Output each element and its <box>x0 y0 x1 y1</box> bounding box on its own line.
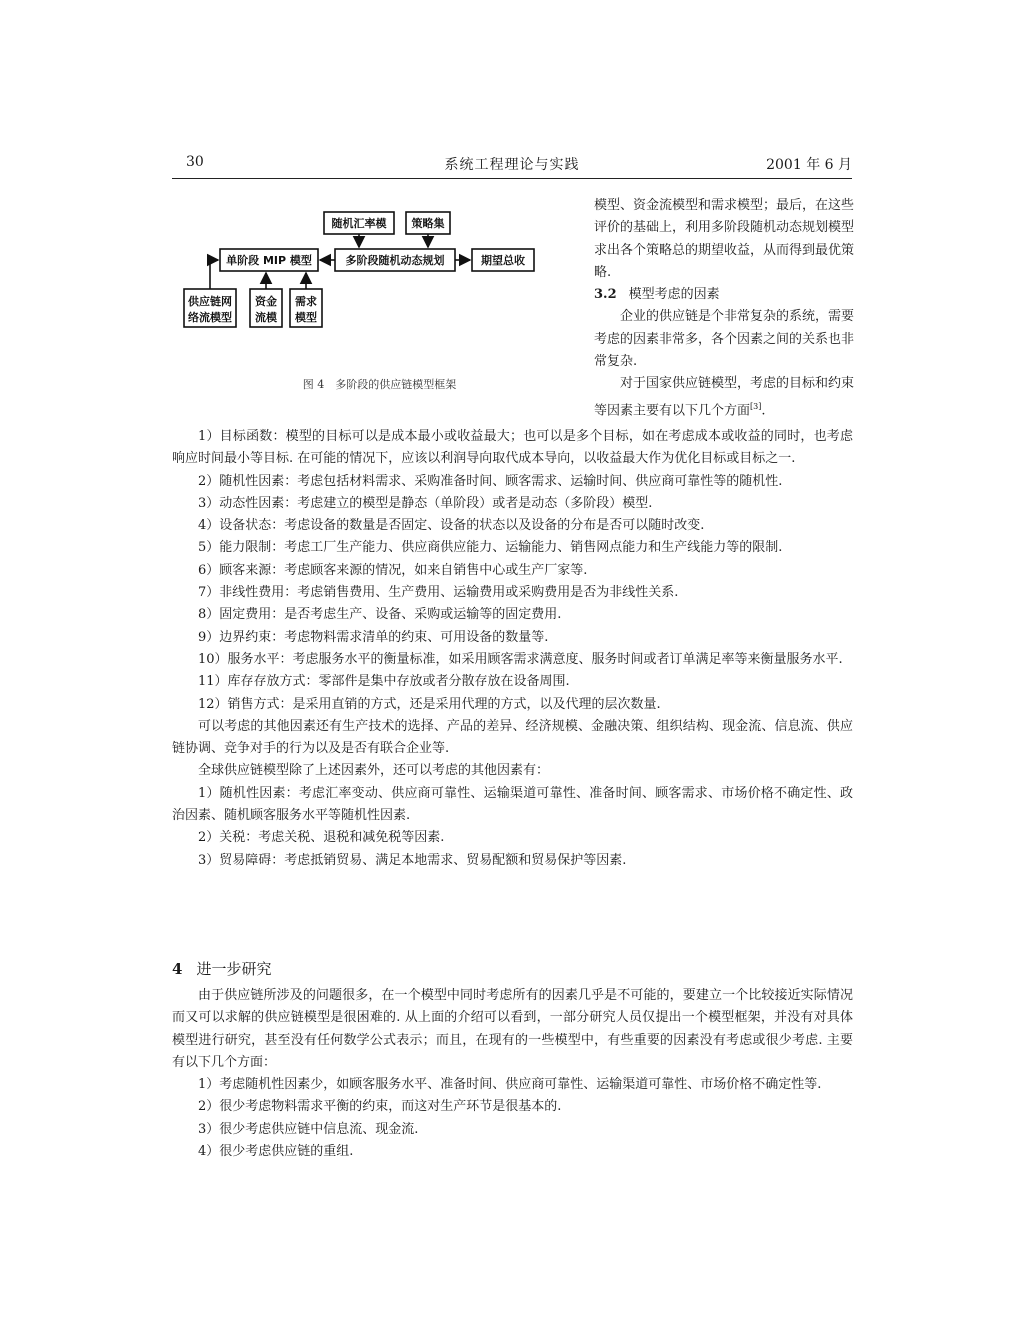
paragraph <box>594 373 854 422</box>
list-item: 8）固定费用：是否考虑生产、设备、采购或运输等的固定费用. <box>198 607 562 623</box>
journal-title: 系统工程理论与实践 <box>444 157 580 173</box>
citation: [3] <box>750 401 762 411</box>
list-item: 2）随机性因素：考虑包括材料需求、采购准备时间、顾客需求、运输时间、供应商可靠性等的随机性. <box>198 473 783 489</box>
list-item: 3）动态性因素：考虑建立的模型是静态（单阶段）或者是动态（多阶段）模型. <box>198 495 653 511</box>
list-item: 3）贸易障碍：考虑抵销贸易、满足本地需求、贸易配额和贸易保护等因素. <box>198 852 627 868</box>
section-number: 4 <box>172 960 183 978</box>
subsection-title: 模型考虑的因素 <box>628 287 720 303</box>
list-item: 3）很少考虑供应链中信息流、现金流. <box>198 1121 419 1137</box>
paragraph: 企业的供应链是个非常复杂的系统，需要考虑的因素非常多，各个因素之间的关系也非常复杂. <box>594 309 855 370</box>
label-strategy-set: 策略集 <box>411 217 445 230</box>
list-item: 2）关税：考虑关税、退税和减免税等因素. <box>198 830 445 846</box>
label-random-exchange: 随机汇率模 <box>331 217 387 230</box>
label-capital-1: 资金 <box>255 295 277 308</box>
paragraph: 由于供应链所涉及的问题很多，在一个模型中同时考虑所有的因素几乎是不可能的，要建立一个比较接近实际情况而又可以求解的供应链模型是很困难的. 从上面的介绍可以看到，一部分研究人员仅提出一个模型框架，并没有对具体模型进行研究，甚至没有任何数学公式表示；而且，在现有的一些模型中，有些重要的因素没有考虑或很少考虑. 主要有以下几个方面： <box>172 988 853 1070</box>
label-single-mip: 单阶段 MIP 模型 <box>226 254 312 267</box>
paragraph: 全球供应链模型除了上述因素外，还可以考虑的其他因素有： <box>198 763 550 779</box>
paragraph: 可以考虑的其他因素还有生产技术的选择、产品的差异、经济规模、金融决策、组织结构、现金流、信息流、供应链协调、竞争对手的行为以及是否有联合企业等. <box>172 718 853 757</box>
list-item: 11）库存存放方式：零部件是集中存放或者分散存放在设备周围. <box>198 674 570 690</box>
label-demand-1: 需求 <box>295 295 317 308</box>
label-expected: 期望总收 <box>481 254 525 267</box>
paragraph-text: 对于国家供应链模型，考虑的目标和约束等因素主要有以下几个方面 <box>594 376 855 418</box>
section-4-text <box>172 985 853 1163</box>
period: . <box>761 403 766 418</box>
list-item: 4）很少考虑供应链的重组. <box>198 1144 354 1160</box>
page-header <box>172 148 852 179</box>
list-item: 10）服务水平：考虑服务水平的衡量标准，如采用顾客需求满意度、服务时间或者订单满足率等来衡量服务水平. <box>198 651 843 667</box>
subsection-number: 3.2 <box>594 287 617 303</box>
page-number: 30 <box>186 154 204 170</box>
right-column <box>594 195 854 422</box>
flow-diagram <box>172 198 587 373</box>
list-item: 4）设备状态：考虑设备的数量是否固定、设备的状态以及设备的分布是否可以随时改变. <box>198 518 705 534</box>
list-item: 6）顾客来源：考虑顾客来源的情况，如来自销售中心或生产厂家等. <box>198 562 588 578</box>
list-item: 12）销售方式：是采用直销的方式，还是采用代理的方式，以及代理的层次数量. <box>198 696 661 712</box>
list-item: 9）边界约束：考虑物料需求清单的约束、可用设备的数量等. <box>198 629 549 645</box>
list-item: 2）很少考虑物料需求平衡的约束，而这对生产环节是很基本的. <box>198 1099 562 1115</box>
label-logistics-1: 供应链网 <box>188 295 232 308</box>
section-heading <box>172 958 271 979</box>
figure-4 <box>172 198 587 408</box>
list-item: 7）非线性费用：考虑销售费用、生产费用、运输费用或采购费用是否为非线性关系. <box>198 585 679 601</box>
list-item: 1）目标函数：模型的目标可以是成本最小或收益最大；也可以是多个目标，如在考虑成本或收益的同时，也考虑响应时间最小等目标. 在可能的情况下，应该以利润导向取代成本导向，以收益最大作为优化目标或目标之一. <box>172 429 853 467</box>
list-item: 1）随机性因素：考虑汇率变动、供应商可靠性、运输渠道可靠性、准备时间、顾客需求、市场价格不确定性、政治因素、随机顾客服务水平等随机性因素. <box>172 785 853 824</box>
subsection-heading <box>594 284 854 306</box>
body-text <box>172 426 853 872</box>
list-item: 1）考虑随机性因素少，如顾客服务水平、准备时间、供应商可靠性、运输渠道可靠性、市场价格不确定性等. <box>198 1077 822 1093</box>
figure-caption: 图 4 多阶段的供应链模型框架 <box>302 378 457 391</box>
label-capital-2: 流模 <box>255 311 277 324</box>
list-item: 5）能力限制：考虑工厂生产能力、供应商供应能力、运输能力、销售网点能力和生产线能力等的限制. <box>198 540 783 556</box>
paragraph: 模型、资金流模型和需求模型；最后，在这些评价的基础上，利用多阶段随机动态规划模型求出各个策略总的期望收益，从而得到最优策略. <box>594 198 855 280</box>
section-title: 进一步研究 <box>196 960 272 978</box>
issue-date: 2001 年 6 月 <box>766 157 852 173</box>
label-demand-2: 模型 <box>295 311 317 324</box>
label-logistics-2: 络流模型 <box>188 311 232 324</box>
label-multi-dp: 多阶段随机动态规划 <box>345 254 445 267</box>
